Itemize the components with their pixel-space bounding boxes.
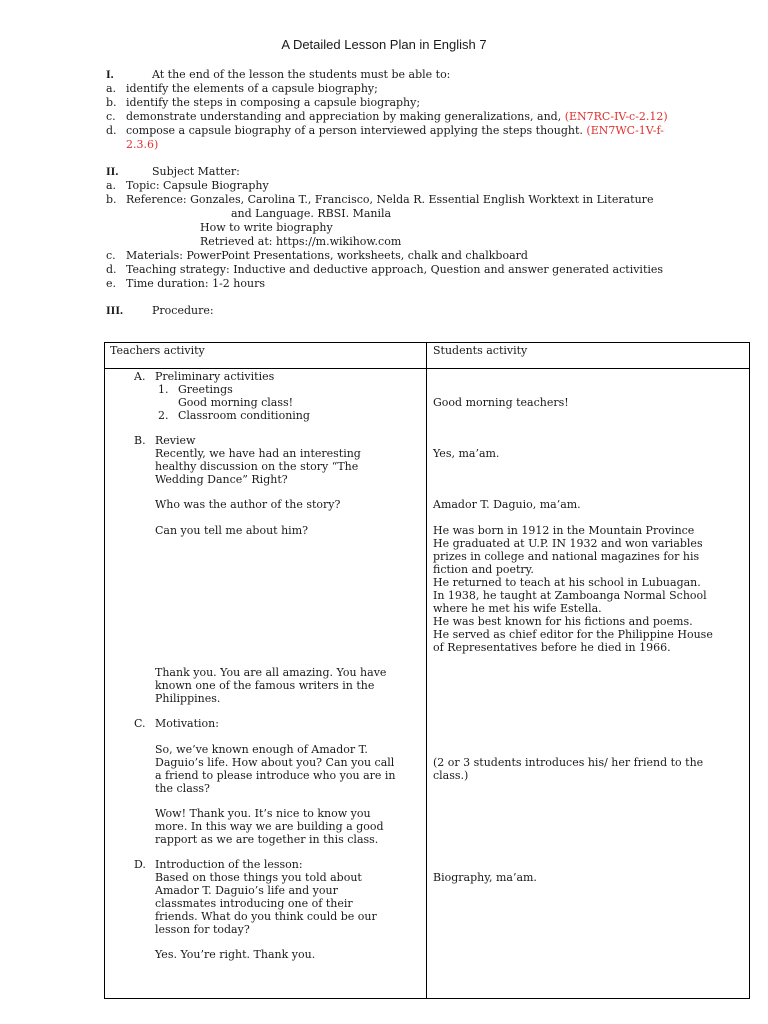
subject-matter-heading: Subject Matter: — [152, 165, 240, 178]
teacher-line: the class? — [155, 782, 210, 795]
subject-letter: b. — [106, 193, 117, 206]
objective-text: demonstrate understanding and appreciation by making generalizations, and, — [126, 110, 562, 123]
reference-line: Reference: Gonzales, Carolina T., Francisco, Nelda R. Essential English Worktext in Literature — [126, 193, 654, 206]
substep-number: 2. — [158, 409, 169, 422]
subject-letter: e. — [106, 277, 117, 290]
objective-letter: c. — [106, 110, 116, 123]
objective-item: identify the steps in composing a capsule biography; — [126, 96, 421, 109]
student-response-line: where he met his wife Estella. — [433, 602, 602, 615]
subject-letter: c. — [106, 249, 116, 262]
teacher-line: known one of the famous writers in the — [155, 679, 375, 692]
teacher-line: Who was the author of the story? — [155, 498, 341, 511]
time-duration: Time duration: 1-2 hours — [126, 277, 265, 290]
student-response-line: (2 or 3 students introduces his/ her friend to the — [433, 756, 704, 769]
teacher-line: Based on those things you told about — [155, 871, 362, 884]
student-response: Good morning teachers! — [433, 396, 569, 409]
competency-code: (EN7WC-1V-f- — [586, 124, 664, 137]
table-header-divider — [104, 368, 750, 369]
objective-letter: d. — [106, 124, 117, 137]
reference-line: Retrieved at: https://m.wikihow.com — [200, 235, 402, 248]
step-title: Review — [155, 434, 196, 447]
section-numeral-subject: II. — [106, 164, 119, 178]
section-numeral-procedure: III. — [106, 303, 124, 317]
teacher-line: Wedding Dance” Right? — [155, 473, 288, 486]
teacher-line: So, we’ve known enough of Amador T. — [155, 743, 368, 756]
header-teachers-activity: Teachers activity — [110, 344, 205, 357]
objective-letter: b. — [106, 96, 117, 109]
student-response-line: He returned to teach at his school in Lubuagan. — [433, 576, 701, 589]
objective-item — [126, 124, 664, 137]
step-letter: D. — [134, 858, 146, 871]
subject-letter: a. — [106, 179, 117, 192]
step-letter: B. — [134, 434, 146, 447]
objective-item: identify the elements of a capsule biography; — [126, 82, 378, 95]
subject-letter: d. — [106, 263, 117, 276]
teacher-line: Daguio’s life. How about you? Can you call — [155, 756, 395, 769]
section-numeral-objectives: I. — [106, 67, 114, 81]
teacher-line: rapport as we are together in this class. — [155, 833, 379, 846]
step-letter: C. — [134, 717, 146, 730]
student-response-line: He was best known for his fictions and poems. — [433, 615, 693, 628]
step-title: Motivation: — [155, 717, 219, 730]
step-letter: A. — [134, 370, 146, 383]
step-title: Introduction of the lesson: — [155, 858, 303, 871]
teacher-line: Recently, we have had an interesting — [155, 447, 361, 460]
teacher-line: friends. What do you think could be our — [155, 910, 377, 923]
teacher-line: Yes. You’re right. Thank you. — [155, 948, 316, 961]
procedure-heading: Procedure: — [152, 304, 214, 317]
objectives-intro: At the end of the lesson the students must be able to: — [152, 68, 451, 81]
step-title: Preliminary activities — [155, 370, 275, 383]
competency-code: (EN7RC-IV-c-2.12) — [564, 110, 668, 123]
teacher-line: healthy discussion on the story “The — [155, 460, 359, 473]
student-response-line: He served as chief editor for the Philippine House — [433, 628, 713, 641]
header-students-activity: Students activity — [433, 344, 528, 357]
teacher-line: lesson for today? — [155, 923, 250, 936]
reference-line: How to write biography — [200, 221, 333, 234]
teacher-line: Wow! Thank you. It’s nice to know you — [155, 807, 371, 820]
competency-code-continued: 2.3.6) — [126, 138, 159, 151]
student-response-line: He graduated at U.P. IN 1932 and won variables — [433, 537, 703, 550]
student-response-line: class.) — [433, 769, 469, 782]
teacher-line: Philippines. — [155, 692, 221, 705]
materials: Materials: PowerPoint Presentations, worksheets, chalk and chalkboard — [126, 249, 528, 262]
teacher-line: a friend to please introduce who you are in — [155, 769, 396, 782]
student-response: Yes, ma’am. — [433, 447, 500, 460]
teacher-line: Can you tell me about him? — [155, 524, 309, 537]
student-response: Amador T. Daguio, ma’am. — [433, 498, 581, 511]
topic: Topic: Capsule Biography — [126, 179, 269, 192]
table-column-divider — [426, 342, 427, 999]
student-response-line: He was born in 1912 in the Mountain Province — [433, 524, 695, 537]
teacher-line: classmates introducing one of their — [155, 897, 353, 910]
student-response-line: fiction and poetry. — [433, 563, 534, 576]
student-response-line: of Representatives before he died in 1966. — [433, 641, 671, 654]
substep-title: Greetings — [178, 383, 233, 396]
teacher-line: Thank you. You are all amazing. You have — [155, 666, 387, 679]
teacher-line: more. In this way we are building a good — [155, 820, 384, 833]
reference-line: and Language. RBSI. Manila — [231, 207, 392, 220]
page-title: A Detailed Lesson Plan in English 7 — [281, 37, 487, 52]
teaching-strategy: Teaching strategy: Inductive and deductive approach, Question and answer generated activities — [126, 263, 664, 276]
objective-item — [126, 110, 668, 123]
substep-number: 1. — [158, 383, 169, 396]
objective-text: compose a capsule biography of a person interviewed applying the steps thought. — [126, 124, 583, 137]
student-response: Biography, ma’am. — [433, 871, 537, 884]
student-response-line: In 1938, he taught at Zamboanga Normal School — [433, 589, 707, 602]
student-response-line: prizes in college and national magazines for his — [433, 550, 700, 563]
teacher-line: Amador T. Daguio’s life and your — [155, 884, 338, 897]
teacher-line: Good morning class! — [178, 396, 294, 409]
objective-letter: a. — [106, 82, 117, 95]
substep-title: Classroom conditioning — [178, 409, 310, 422]
